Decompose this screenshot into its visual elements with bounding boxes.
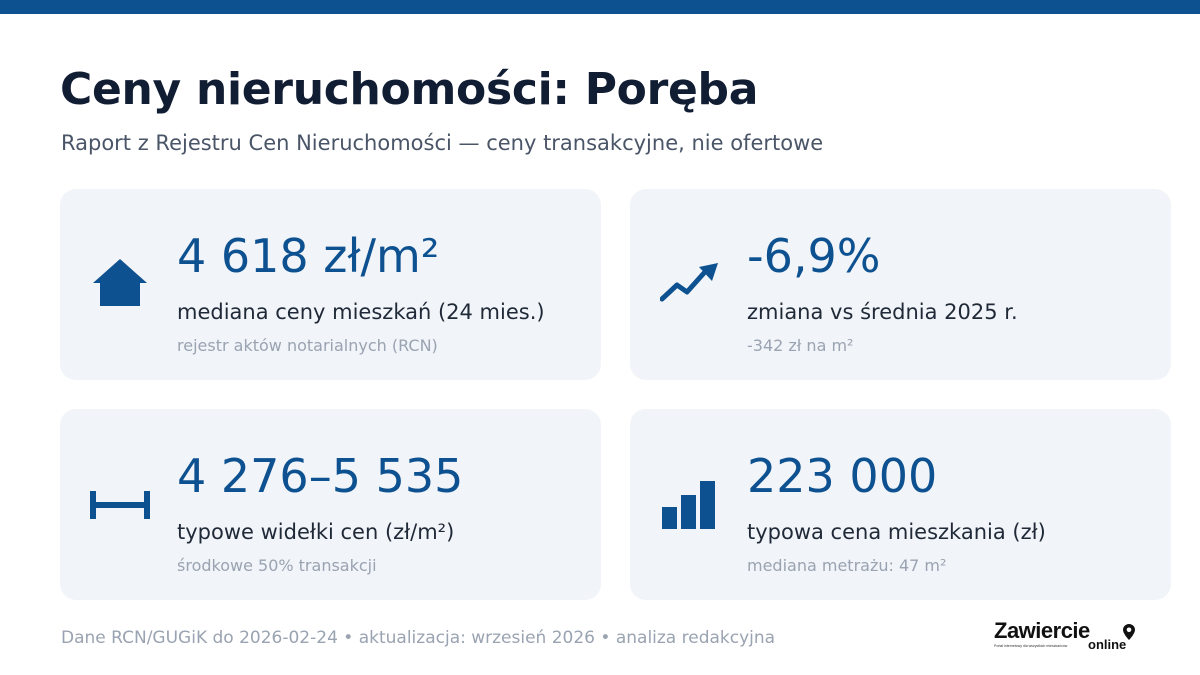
stat-value: 4 618 zł/m² [177, 229, 440, 283]
bar-chart-icon [660, 475, 720, 535]
trend-up-icon [660, 255, 720, 315]
stat-note: -342 zł na m² [747, 336, 854, 355]
stat-card-median-price [60, 189, 601, 380]
stat-value: 223 000 [747, 449, 938, 503]
footer-source: Dane RCN/GUGiK do 2026-02-24 • aktualizacja: wrzesień 2026 • analiza redakcyjna [61, 628, 776, 648]
stat-card-change [630, 189, 1171, 380]
stat-note: środkowe 50% transakcji [177, 556, 377, 575]
stat-label: zmiana vs średnia 2025 r. [747, 300, 1018, 324]
stat-label: mediana ceny mieszkań (24 mies.) [177, 300, 545, 324]
stat-note: mediana metrażu: 47 m² [747, 556, 947, 575]
page-subtitle: Raport z Rejestru Cen Nieruchomości — ceny transakcyjne, nie ofertowe [61, 131, 824, 155]
logo-wordmark: Zawiercie [994, 618, 1090, 643]
house-icon [90, 255, 150, 315]
top-accent-bar [0, 0, 1200, 14]
stat-label: typowe widełki cen (zł/m²) [177, 520, 455, 544]
stat-card-price-range [60, 409, 601, 600]
stat-card-typical-price [630, 409, 1171, 600]
page-title: Ceny nieruchomości: Poręba [60, 64, 759, 115]
stat-label: typowa cena mieszkania (zł) [747, 520, 1046, 544]
brand-logo [994, 618, 1144, 658]
stat-note: rejestr aktów notarialnych (RCN) [177, 336, 438, 355]
range-icon [90, 475, 150, 535]
stat-value: 4 276–5 535 [177, 449, 464, 503]
stat-value: -6,9% [747, 229, 881, 283]
logo-tagline: Portal internetowy dla wszystkich mieszkańców [994, 644, 1068, 648]
logo-suffix: online [1088, 637, 1127, 652]
